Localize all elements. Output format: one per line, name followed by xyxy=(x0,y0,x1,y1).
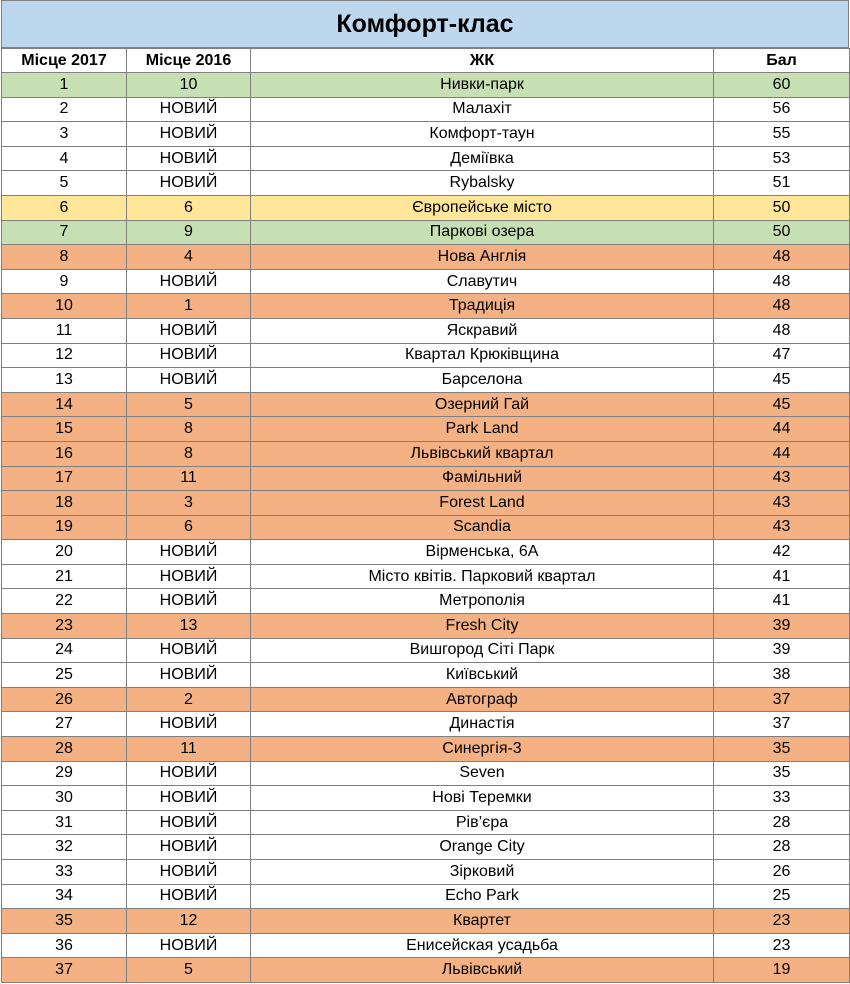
cell-place-2016: НОВИЙ xyxy=(127,318,251,343)
header-place-2016: Місце 2016 xyxy=(127,49,251,73)
cell-place-2017: 3 xyxy=(2,122,127,147)
cell-place-2017: 36 xyxy=(2,933,127,958)
cell-score: 50 xyxy=(714,195,850,220)
cell-complex-name: Енисейская усадьба xyxy=(251,933,714,958)
cell-place-2017: 29 xyxy=(2,761,127,786)
cell-complex-name: Scandia xyxy=(251,515,714,540)
cell-place-2016: 1 xyxy=(127,294,251,319)
cell-place-2017: 18 xyxy=(2,491,127,516)
table-row xyxy=(2,614,850,639)
cell-complex-name: Синергія-3 xyxy=(251,737,714,762)
cell-score: 45 xyxy=(714,368,850,393)
cell-score: 55 xyxy=(714,122,850,147)
cell-score: 23 xyxy=(714,909,850,934)
table-row xyxy=(2,687,850,712)
ranking-document xyxy=(1,0,849,983)
cell-place-2016: НОВИЙ xyxy=(127,860,251,885)
cell-score: 37 xyxy=(714,687,850,712)
cell-complex-name: Квартал Крюківщина xyxy=(251,343,714,368)
cell-complex-name: Деміївка xyxy=(251,146,714,171)
cell-complex-name: Вишгород Сіті Парк xyxy=(251,638,714,663)
cell-complex-name: Яскравий xyxy=(251,318,714,343)
cell-place-2017: 1 xyxy=(2,73,127,98)
cell-place-2017: 2 xyxy=(2,97,127,122)
cell-place-2016: 12 xyxy=(127,909,251,934)
table-row xyxy=(2,638,850,663)
cell-score: 26 xyxy=(714,860,850,885)
cell-complex-name: Park Land xyxy=(251,417,714,442)
table-row xyxy=(2,491,850,516)
cell-place-2017: 5 xyxy=(2,171,127,196)
cell-place-2016: НОВИЙ xyxy=(127,171,251,196)
cell-place-2017: 16 xyxy=(2,441,127,466)
cell-place-2016: НОВИЙ xyxy=(127,122,251,147)
cell-score: 28 xyxy=(714,835,850,860)
cell-score: 53 xyxy=(714,146,850,171)
cell-score: 35 xyxy=(714,737,850,762)
cell-complex-name: Orange City xyxy=(251,835,714,860)
cell-place-2017: 17 xyxy=(2,466,127,491)
table-row xyxy=(2,146,850,171)
cell-place-2017: 11 xyxy=(2,318,127,343)
table-row xyxy=(2,712,850,737)
cell-complex-name: Комфорт-таун xyxy=(251,122,714,147)
cell-place-2016: 5 xyxy=(127,958,251,983)
cell-place-2017: 20 xyxy=(2,540,127,565)
cell-place-2017: 26 xyxy=(2,687,127,712)
table-row xyxy=(2,564,850,589)
cell-place-2016: НОВИЙ xyxy=(127,343,251,368)
cell-place-2017: 12 xyxy=(2,343,127,368)
cell-score: 48 xyxy=(714,245,850,270)
cell-complex-name: Славутич xyxy=(251,269,714,294)
cell-score: 43 xyxy=(714,466,850,491)
table-row xyxy=(2,220,850,245)
cell-place-2016: 8 xyxy=(127,417,251,442)
cell-complex-name: Echo Park xyxy=(251,884,714,909)
cell-place-2017: 21 xyxy=(2,564,127,589)
table-row xyxy=(2,589,850,614)
cell-place-2016: 3 xyxy=(127,491,251,516)
table-row xyxy=(2,737,850,762)
cell-score: 19 xyxy=(714,958,850,983)
table-row xyxy=(2,909,850,934)
header-complex: ЖК xyxy=(251,49,714,73)
cell-score: 28 xyxy=(714,810,850,835)
cell-score: 23 xyxy=(714,933,850,958)
cell-score: 41 xyxy=(714,564,850,589)
cell-score: 44 xyxy=(714,441,850,466)
cell-complex-name: Вірменська, 6А xyxy=(251,540,714,565)
header-place-2017: Місце 2017 xyxy=(2,49,127,73)
cell-place-2016: 10 xyxy=(127,73,251,98)
cell-place-2017: 10 xyxy=(2,294,127,319)
cell-complex-name: Місто квітів. Парковий квартал xyxy=(251,564,714,589)
cell-complex-name: Fresh City xyxy=(251,614,714,639)
cell-place-2017: 24 xyxy=(2,638,127,663)
cell-complex-name: Rybalsky xyxy=(251,171,714,196)
cell-score: 47 xyxy=(714,343,850,368)
cell-place-2016: НОВИЙ xyxy=(127,97,251,122)
cell-complex-name: Фамільний xyxy=(251,466,714,491)
cell-place-2017: 28 xyxy=(2,737,127,762)
cell-score: 33 xyxy=(714,786,850,811)
cell-place-2016: НОВИЙ xyxy=(127,589,251,614)
table-row xyxy=(2,466,850,491)
cell-complex-name: Озерний Гай xyxy=(251,392,714,417)
table-row xyxy=(2,540,850,565)
cell-complex-name: Seven xyxy=(251,761,714,786)
cell-complex-name: Зірковий xyxy=(251,860,714,885)
cell-place-2016: НОВИЙ xyxy=(127,786,251,811)
table-row xyxy=(2,515,850,540)
cell-place-2016: НОВИЙ xyxy=(127,540,251,565)
cell-complex-name: Квартет xyxy=(251,909,714,934)
cell-place-2016: НОВИЙ xyxy=(127,712,251,737)
cell-place-2016: 9 xyxy=(127,220,251,245)
cell-score: 56 xyxy=(714,97,850,122)
cell-score: 41 xyxy=(714,589,850,614)
cell-complex-name: Київський xyxy=(251,663,714,688)
cell-complex-name: Нові Теремки xyxy=(251,786,714,811)
cell-place-2016: 8 xyxy=(127,441,251,466)
cell-place-2016: НОВИЙ xyxy=(127,884,251,909)
cell-complex-name: Нивки-парк xyxy=(251,73,714,98)
cell-complex-name: Метрополія xyxy=(251,589,714,614)
cell-place-2016: 13 xyxy=(127,614,251,639)
cell-score: 51 xyxy=(714,171,850,196)
cell-place-2016: НОВИЙ xyxy=(127,761,251,786)
cell-place-2016: 11 xyxy=(127,737,251,762)
cell-complex-name: Рів’єра xyxy=(251,810,714,835)
cell-place-2016: 5 xyxy=(127,392,251,417)
table-row xyxy=(2,884,850,909)
cell-place-2017: 6 xyxy=(2,195,127,220)
cell-place-2016: НОВИЙ xyxy=(127,663,251,688)
cell-place-2016: 6 xyxy=(127,515,251,540)
cell-score: 48 xyxy=(714,318,850,343)
cell-score: 60 xyxy=(714,73,850,98)
cell-place-2016: 11 xyxy=(127,466,251,491)
ranking-table xyxy=(1,48,850,983)
table-row xyxy=(2,368,850,393)
table-row xyxy=(2,73,850,98)
table-title: Комфорт-клас xyxy=(1,0,849,48)
cell-place-2016: НОВИЙ xyxy=(127,564,251,589)
table-row xyxy=(2,97,850,122)
cell-place-2016: НОВИЙ xyxy=(127,146,251,171)
cell-score: 42 xyxy=(714,540,850,565)
table-row xyxy=(2,417,850,442)
cell-place-2017: 33 xyxy=(2,860,127,885)
cell-complex-name: Європейське місто xyxy=(251,195,714,220)
cell-place-2016: 6 xyxy=(127,195,251,220)
table-row xyxy=(2,171,850,196)
cell-score: 48 xyxy=(714,269,850,294)
table-row xyxy=(2,245,850,270)
cell-place-2017: 13 xyxy=(2,368,127,393)
cell-score: 38 xyxy=(714,663,850,688)
cell-score: 35 xyxy=(714,761,850,786)
cell-place-2017: 15 xyxy=(2,417,127,442)
cell-place-2017: 22 xyxy=(2,589,127,614)
cell-place-2016: НОВИЙ xyxy=(127,835,251,860)
cell-place-2017: 35 xyxy=(2,909,127,934)
cell-score: 48 xyxy=(714,294,850,319)
cell-place-2017: 37 xyxy=(2,958,127,983)
header-row xyxy=(2,49,850,73)
cell-place-2017: 32 xyxy=(2,835,127,860)
cell-complex-name: Паркові озера xyxy=(251,220,714,245)
table-row xyxy=(2,294,850,319)
table-row xyxy=(2,195,850,220)
cell-score: 39 xyxy=(714,614,850,639)
table-row xyxy=(2,392,850,417)
table-row xyxy=(2,835,850,860)
cell-complex-name: Львівський квартал xyxy=(251,441,714,466)
cell-place-2017: 19 xyxy=(2,515,127,540)
cell-score: 37 xyxy=(714,712,850,737)
cell-place-2017: 7 xyxy=(2,220,127,245)
cell-complex-name: Forest Land xyxy=(251,491,714,516)
cell-score: 25 xyxy=(714,884,850,909)
cell-score: 45 xyxy=(714,392,850,417)
cell-place-2016: НОВИЙ xyxy=(127,933,251,958)
cell-complex-name: Нова Англія xyxy=(251,245,714,270)
cell-score: 43 xyxy=(714,515,850,540)
cell-complex-name: Династія xyxy=(251,712,714,737)
cell-place-2017: 23 xyxy=(2,614,127,639)
cell-place-2017: 30 xyxy=(2,786,127,811)
cell-place-2016: 2 xyxy=(127,687,251,712)
header-score: Бал xyxy=(714,49,850,73)
cell-place-2017: 34 xyxy=(2,884,127,909)
table-row xyxy=(2,810,850,835)
cell-place-2017: 31 xyxy=(2,810,127,835)
table-row xyxy=(2,663,850,688)
cell-score: 39 xyxy=(714,638,850,663)
cell-complex-name: Львівський xyxy=(251,958,714,983)
cell-place-2017: 27 xyxy=(2,712,127,737)
table-row xyxy=(2,860,850,885)
cell-place-2016: НОВИЙ xyxy=(127,269,251,294)
table-row xyxy=(2,269,850,294)
cell-score: 43 xyxy=(714,491,850,516)
table-row xyxy=(2,343,850,368)
cell-place-2016: НОВИЙ xyxy=(127,368,251,393)
cell-complex-name: Малахіт xyxy=(251,97,714,122)
cell-complex-name: Барселона xyxy=(251,368,714,393)
cell-place-2016: НОВИЙ xyxy=(127,810,251,835)
cell-place-2017: 8 xyxy=(2,245,127,270)
table-row xyxy=(2,786,850,811)
cell-place-2016: 4 xyxy=(127,245,251,270)
table-row xyxy=(2,761,850,786)
table-row xyxy=(2,441,850,466)
cell-score: 50 xyxy=(714,220,850,245)
cell-place-2017: 9 xyxy=(2,269,127,294)
table-row xyxy=(2,318,850,343)
cell-place-2017: 4 xyxy=(2,146,127,171)
cell-place-2017: 25 xyxy=(2,663,127,688)
table-row xyxy=(2,933,850,958)
cell-place-2016: НОВИЙ xyxy=(127,638,251,663)
cell-complex-name: Традиція xyxy=(251,294,714,319)
cell-complex-name: Автограф xyxy=(251,687,714,712)
table-row xyxy=(2,122,850,147)
cell-score: 44 xyxy=(714,417,850,442)
table-row xyxy=(2,958,850,983)
cell-place-2017: 14 xyxy=(2,392,127,417)
